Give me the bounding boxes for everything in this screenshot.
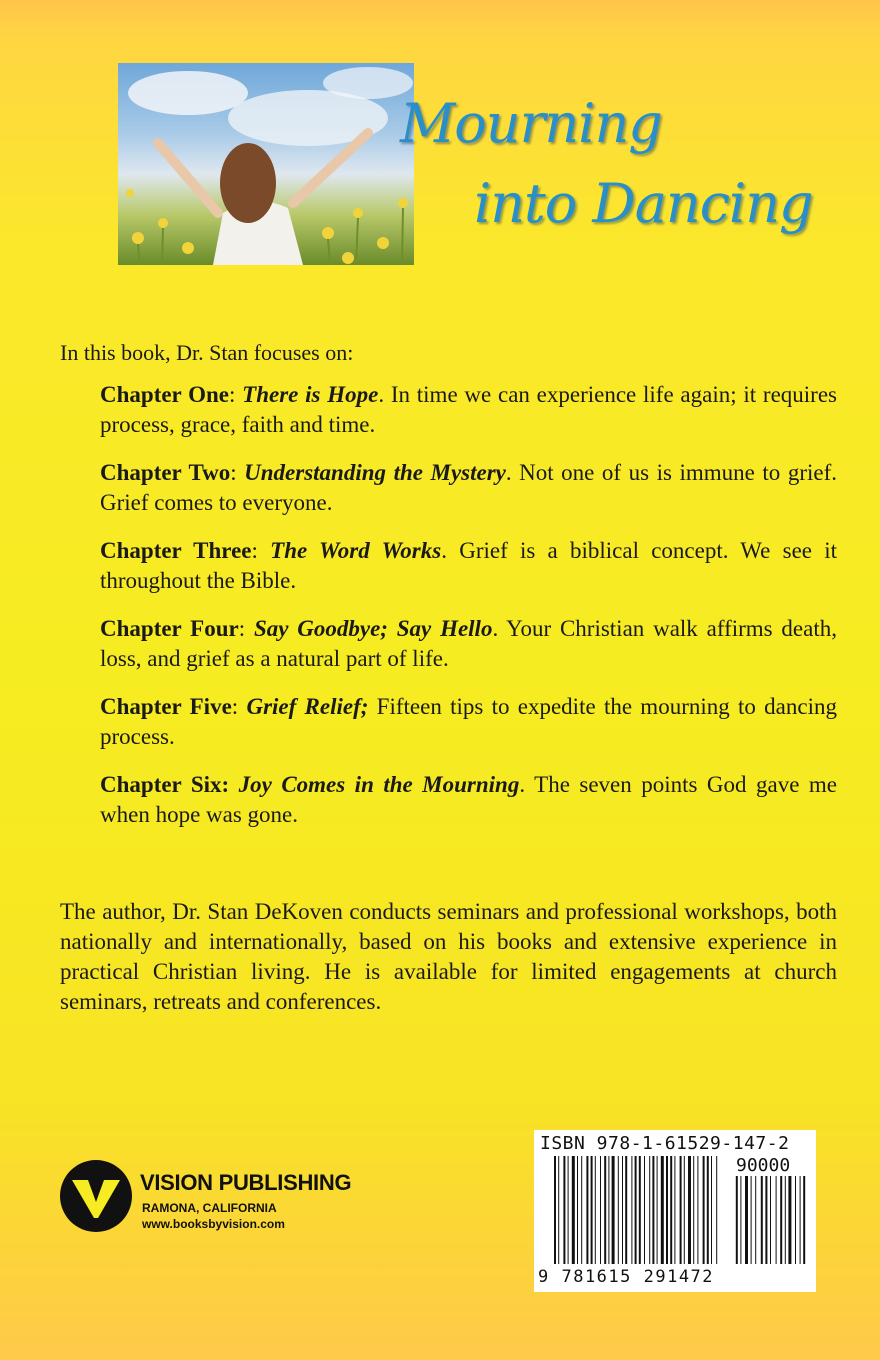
price-code: 90000 xyxy=(736,1155,791,1176)
book-title-line-2: into Dancing xyxy=(474,172,813,235)
chapter-item: Chapter Five: Grief Relief; Fifteen tips to expedite the mourning to dancing process. xyxy=(100,694,837,749)
chapter-list xyxy=(100,380,837,848)
intro-text: In this book, Dr. Stan focuses on: xyxy=(60,340,354,365)
woman-arms-raised-icon xyxy=(118,63,414,265)
chapter-item: Chapter One: There is Hope. In time we can experience life again; it requires process, grace, faith and time. xyxy=(100,382,837,437)
vision-v-logo-icon xyxy=(58,1158,134,1239)
isbn-barcode xyxy=(534,1130,816,1292)
publisher-location: RAMONA, CALIFORNIA xyxy=(142,1201,277,1215)
chapter-item: Chapter Three: The Word Works. Grief is a biblical concept. We see it throughout the Bible. xyxy=(100,538,838,593)
isbn-label: ISBN 978-1-61529-147-2 xyxy=(540,1133,790,1154)
book-title-line-1: Mourning xyxy=(400,92,662,155)
publisher-name: VISION PUBLISHING xyxy=(140,1170,352,1195)
author-blurb: The author, Dr. Stan DeKoven conducts seminars and professional workshops, both nationally and internationally, based on his books and extensive experience in practical Christian living. He is available for limited engagements at church seminars, retreats and conferences. xyxy=(60,899,837,1014)
ean-digits: 9 781615 291472 xyxy=(538,1267,715,1287)
chapter-item: Chapter Four: Say Goodbye; Say Hello. Your Christian walk affirms death, loss, and grief as a natural part of life. xyxy=(100,616,837,671)
publisher-url: www.booksbyvision.com xyxy=(142,1217,285,1231)
cover-photo xyxy=(118,63,414,265)
chapter-item: Chapter Two: Understanding the Mystery. Not one of us is immune to grief. Grief comes to everyone. xyxy=(100,460,837,515)
chapter-item: Chapter Six: Joy Comes in the Mourning. The seven points God gave me when hope was gone. xyxy=(100,772,837,827)
